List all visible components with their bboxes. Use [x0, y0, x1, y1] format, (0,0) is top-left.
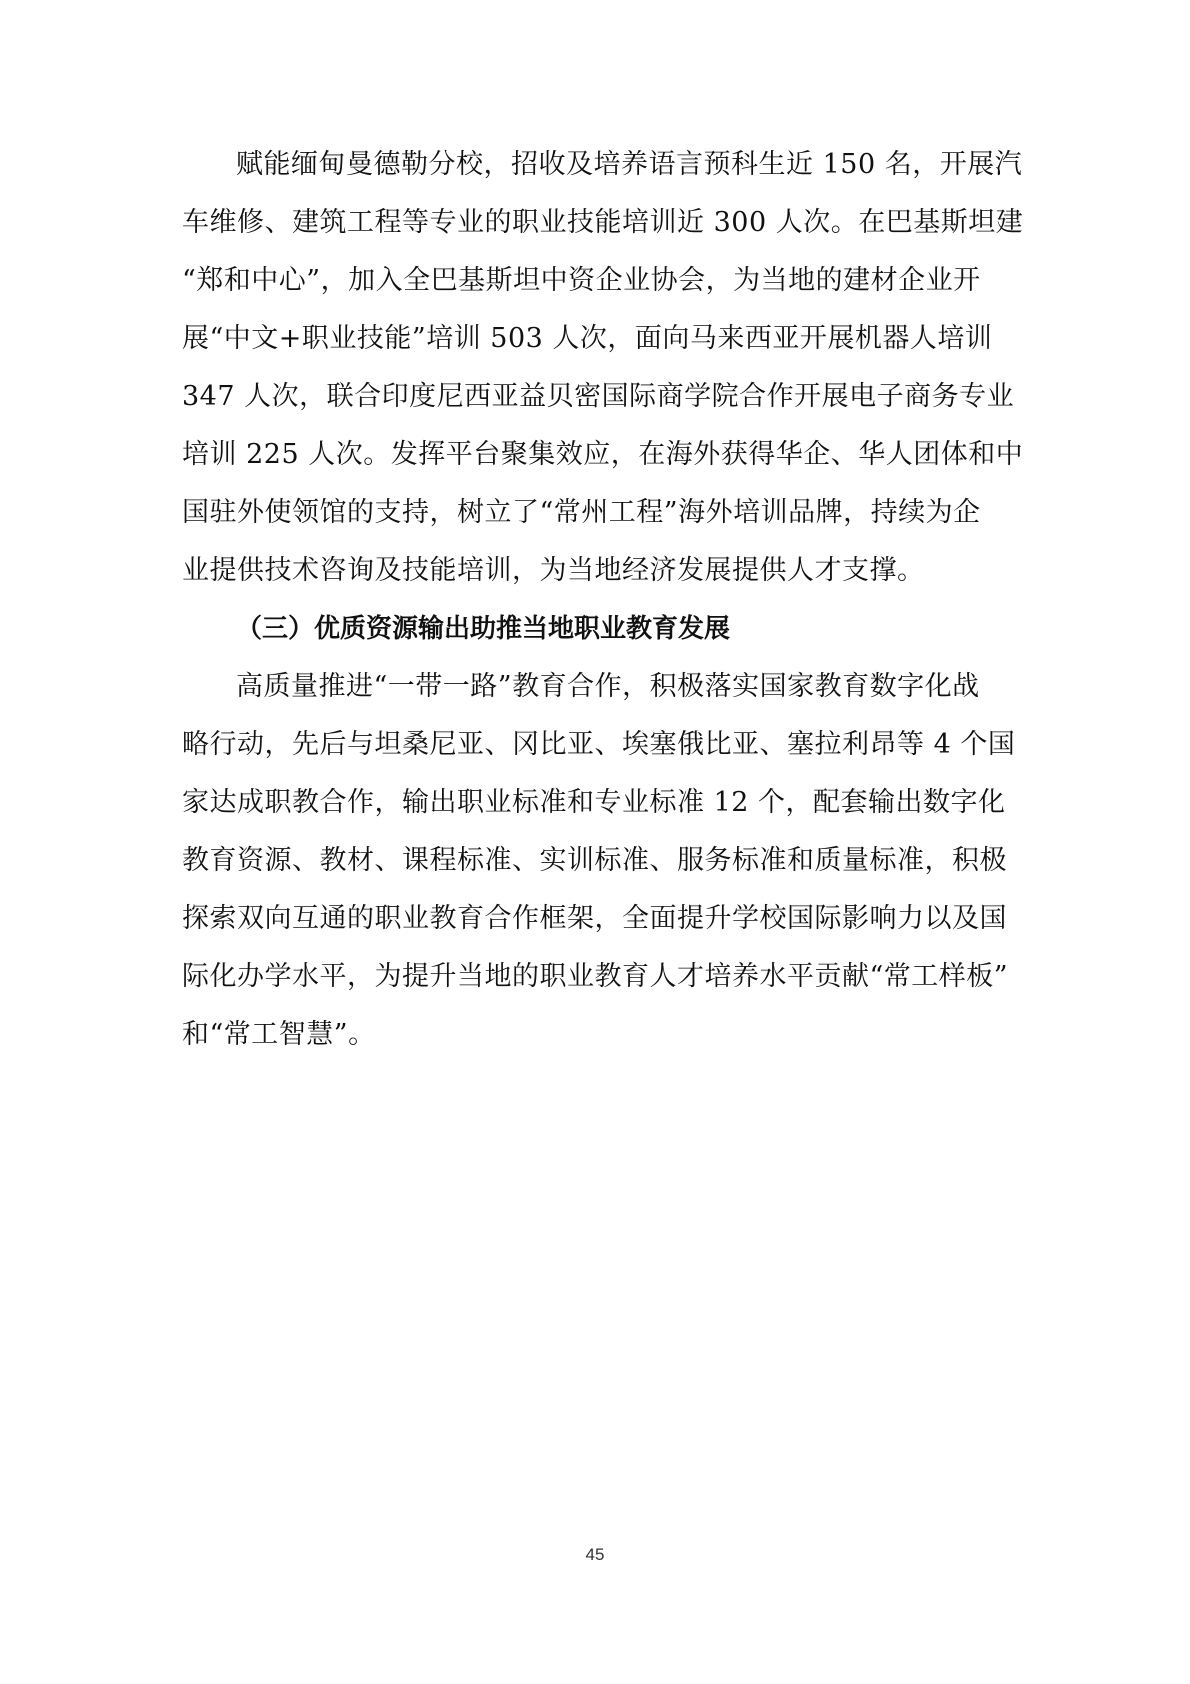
page-number: 45: [585, 1545, 605, 1564]
paragraph-2-line-7: 和“常工智慧”。: [182, 1019, 376, 1050]
paragraph-1-line-3: “郑和中心”，加入全巴基斯坦中资企业协会，为当地的建材企业开: [182, 265, 981, 296]
paragraph-2-line-3: 家达成职教合作，输出职业标准和专业标准 12 个，配套输出数字化: [182, 787, 1006, 818]
paragraph-1-line-7: 国驻外使领馆的支持，树立了“常州工程”海外培训品牌，持续为企: [182, 497, 981, 528]
paragraph-1-line-2: 车维修、建筑工程等专业的职业技能培训近 300 人次。在巴基斯坦建: [182, 207, 1024, 238]
paragraph-2-line-5: 探索双向互通的职业教育合作框架，全面提升学校国际影响力以及国: [182, 903, 1007, 934]
paragraph-2-line-4: 教育资源、教材、课程标准、实训标准、服务标准和质量标准，积极: [182, 845, 1007, 876]
paragraph-1-line-4: 展“中文+职业技能”培训 503 人次，面向马来西亚开展机器人培训: [182, 323, 993, 354]
paragraph-2-line-2: 略行动，先后与坦桑尼亚、冈比亚、埃塞俄比亚、塞拉利昂等 4 个国: [182, 729, 1016, 760]
paragraph-1-line-6: 培训 225 人次。发挥平台聚集效应，在海外获得华企、华人团体和中: [182, 439, 1024, 470]
paragraph-1-line-8: 业提供技术咨询及技能培训，为当地经济发展提供人才支撑。: [182, 555, 925, 586]
paragraph-2-line-1: 高质量推进“一带一路”教育合作，积极落实国家教育数字化战: [236, 671, 980, 702]
section-heading: （三）优质资源输出助推当地职业教育发展: [236, 614, 731, 644]
paragraph-2-line-6: 际化办学水平，为提升当地的职业教育人才培养水平贡献“常工样板”: [182, 961, 1009, 992]
paragraph-1-line-5: 347 人次，联合印度尼西亚益贝密国际商学院合作开展电子商务专业: [182, 381, 1015, 412]
paragraph-1-line-1: 赋能缅甸曼德勒分校，招收及培养语言预科生近 150 名，开展汽: [236, 149, 1023, 180]
